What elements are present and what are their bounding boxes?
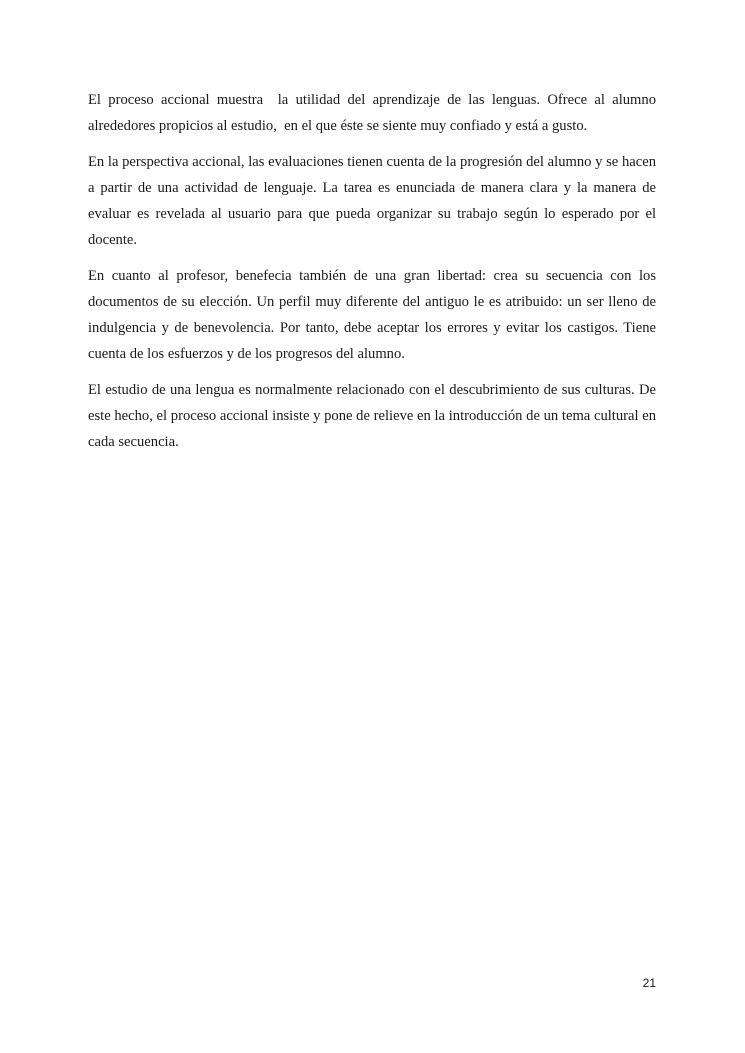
page-number: 21	[642, 976, 656, 990]
paragraph-4: El estudio de una lengua es normalmente relacionado con el descubrimiento de sus culturas. De este hecho, el proceso accional insiste y pone de relieve en la introducción de un tema cultural en cada secuencia.	[88, 382, 660, 450]
paragraph-3: En cuanto al profesor, benefecia también de una gran libertad: crea su secuencia con los documentos de su elección. Un perfil muy diferente del antiguo le es atribuido: un ser lleno de indulgencia y de benevolencia. Por tanto, debe aceptar los errores y evitar los castigos. Tiene cuenta de los esfuerzos y de los progresos del alumno.	[88, 268, 660, 362]
body-text	[88, 87, 660, 465]
paragraph-2: En la perspectiva accional, las evaluaciones tienen cuenta de la progresión del alumno y se hacen a partir de una actividad de lenguaje. La tarea es enunciada de manera clara y la manera de evaluar es revelada al usuario para que pueda organizar su trabajo según lo esperado por el docente.	[88, 154, 660, 248]
paragraph-1: El proceso accional muestra la utilidad del aprendizaje de las lenguas. Ofrece al alumno alrededores propicios al estudio, en el que éste se siente muy confiado y está a gusto.	[88, 92, 660, 134]
